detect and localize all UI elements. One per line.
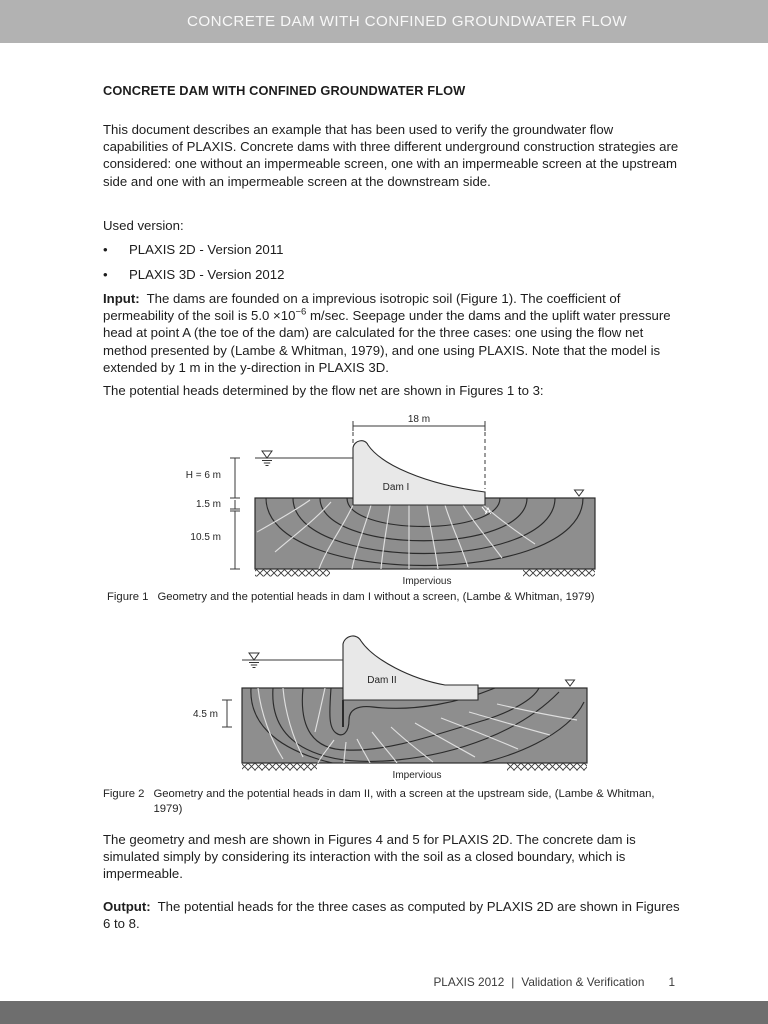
footer-section: Validation & Verification xyxy=(521,975,645,989)
running-header-title: CONCRETE DAM WITH CONFINED GROUNDWATER FLOW xyxy=(187,13,627,30)
bullet-icon: • xyxy=(103,267,108,282)
dam1-label: Dam I xyxy=(382,482,410,493)
impervious-hatch xyxy=(507,764,587,771)
figure1-caption-label: Figure 1 xyxy=(107,591,149,603)
impervious-label: Impervious xyxy=(392,770,442,781)
version-item-text: PLAXIS 2D - Version 2011 xyxy=(129,242,284,257)
screen-depth-label: 4.5 m xyxy=(192,709,218,720)
document-title: CONCRETE DAM WITH CONFINED GROUNDWATER FLOW xyxy=(103,83,466,98)
exponent-text: −6 xyxy=(295,306,307,318)
version-list-item xyxy=(103,241,681,258)
page-footer xyxy=(103,975,675,989)
figure2-caption-label: Figure 2 xyxy=(103,788,145,800)
dam1-body xyxy=(353,441,485,505)
impervious-hatch xyxy=(255,570,330,577)
output-paragraph xyxy=(103,898,681,932)
flownet-note: The potential heads determined by the flow net are shown in Figures 1 to 3: xyxy=(103,383,544,398)
input-label: Input: xyxy=(103,291,140,306)
dam2-body xyxy=(343,636,478,700)
impervious-label: Impervious xyxy=(402,576,452,587)
bottom-bar xyxy=(0,1001,768,1024)
impervious-hatch xyxy=(242,764,317,771)
water-level-icon xyxy=(575,490,584,496)
output-label: Output: xyxy=(103,899,151,914)
depth-dimension-label: 10.5 m xyxy=(190,532,221,543)
figure2-caption-text: Geometry and the potential heads in dam II, with a screen at the upstream side, (Lambe & Whitman, 1979) xyxy=(153,788,655,815)
version-item-text: PLAXIS 3D - Version 2012 xyxy=(129,267,285,282)
page-number: 1 xyxy=(668,975,675,989)
version-list-item xyxy=(103,266,681,283)
input-text-post: m/sec. Seepage under the dams and the uplift water pressure head at point A (the toe of the dam) are calculated for the three cases: one using the flow net method presented by (Lambe & Whitman, 1979), and one using PLAXIS. Note that the model is extended by 1 m in the y-direction in PLAXIS 3D. xyxy=(103,308,671,375)
figure1-diagram xyxy=(155,412,620,590)
output-text: The potential heads for the three cases as computed by PLAXIS 2D are shown in Figures 6 to 8. xyxy=(103,899,680,932)
figure2-caption xyxy=(103,787,667,816)
bullet-icon: • xyxy=(103,242,108,257)
figure2-diagram xyxy=(185,630,620,785)
head-dimension-label: H = 6 m xyxy=(185,470,221,481)
used-version-label: Used version: xyxy=(103,218,184,233)
width-dimension-label: 18 m xyxy=(407,414,431,425)
point-a-label: A xyxy=(485,506,492,516)
impervious-hatch xyxy=(523,570,595,577)
figure1-caption-text: Geometry and the potential heads in dam I without a screen, (Lambe & Whitman, 1979) xyxy=(157,591,595,603)
input-paragraph xyxy=(103,290,681,376)
page-header-bar xyxy=(0,0,768,43)
figure1-caption xyxy=(107,590,595,605)
intro-paragraph: This document describes an example that has been used to verify the groundwater flow capabilities of PLAXIS. Concrete dams with three different underground construction strategies are considered: one without an impermeable screen, one with an impermeable screen at the upstream side and one with an impermeable screen at the downstream side. xyxy=(103,122,679,189)
soil-block xyxy=(255,498,595,569)
water-level-icon xyxy=(566,680,575,686)
dam2-label: Dam II xyxy=(367,675,397,686)
footer-separator: | xyxy=(511,975,515,989)
geometry-paragraph: The geometry and mesh are shown in Figures 4 and 5 for PLAXIS 2D. The concrete dam is simulated simply by considering its interaction with the soil as a closed boundary, which is impermeable. xyxy=(103,832,636,882)
embed-dimension-label: 1.5 m xyxy=(195,499,221,510)
input-text-pre: The dams are founded on a imprevious isotropic soil (Figure 1). The coefficient of permeability of the soil is 5.0 ×10 xyxy=(103,291,621,324)
footer-brand: PLAXIS 2012 xyxy=(433,975,505,989)
